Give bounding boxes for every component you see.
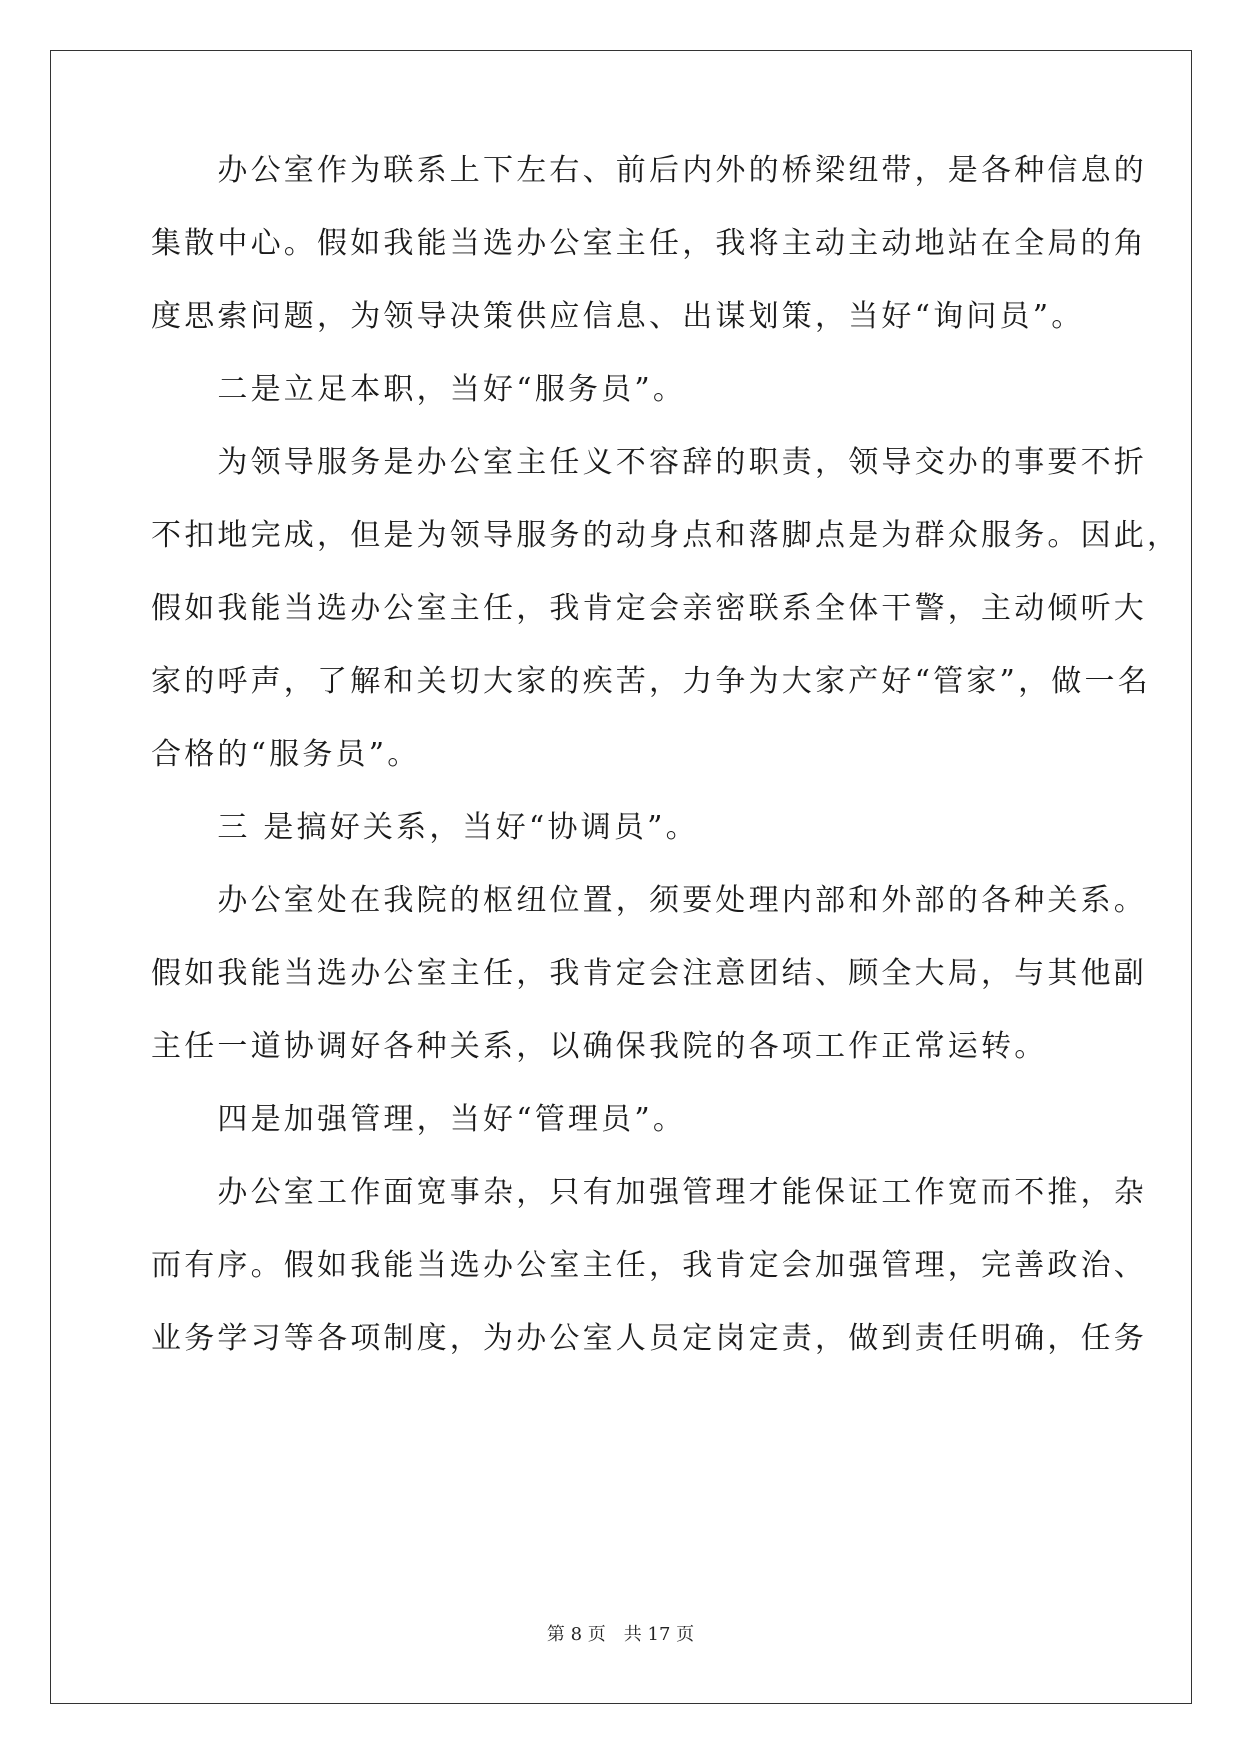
text-line: 办公室作为联系上下左右、前后内外的桥梁纽带，是各种信息的 [151, 153, 1147, 188]
text-line: 二是立足本职，当好“服务员”。 [151, 372, 687, 407]
page-total: 共 17 页 [623, 1624, 695, 1645]
text-line: 办公室处在我院的枢纽位置，须要处理内部和外部的各种关系。 [151, 883, 1147, 918]
text-line: 而有序。假如我能当选办公室主任，我肯定会加强管理，完善政治、 [151, 1248, 1147, 1283]
text-line: 度思索问题，为领导决策供应信息、出谋划策，当好“询问员”。 [151, 299, 1085, 334]
text-line: 家的呼声，了解和关切大家的疾苦，力争为大家产好“管家”，做一名 [151, 664, 1151, 699]
page-number: 第 8 页 [546, 1624, 606, 1645]
text-line: 三 是搞好关系，当好“协调员”。 [151, 810, 699, 845]
text-line: 集散中心。假如我能当选办公室主任，我将主动主动地站在全局的角 [151, 226, 1147, 261]
text-line: 合格的“服务员”。 [151, 737, 421, 772]
text-line: 办公室工作面宽事杂，只有加强管理才能保证工作宽而不推，杂 [151, 1175, 1147, 1210]
text-line: 四是加强管理，当好“管理员”。 [151, 1102, 687, 1137]
text-line: 为领导服务是办公室主任义不容辞的职责，领导交办的事要不折 [151, 445, 1147, 480]
text-line: 假如我能当选办公室主任，我肯定会注意团结、顾全大局，与其他副 [151, 956, 1147, 991]
text-line: 假如我能当选办公室主任，我肯定会亲密联系全体干警，主动倾听大 [151, 591, 1147, 626]
text-line: 不扣地完成，但是为领导服务的动身点和落脚点是为群众服务。因此， [151, 518, 1181, 553]
text-line: 主任一道协调好各种关系，以确保我院的各项工作正常运转。 [151, 1029, 1048, 1064]
text-line: 业务学习等各项制度，为办公室人员定岗定责，做到责任明确，任务 [151, 1321, 1147, 1356]
page-footer [0, 1620, 1241, 1646]
